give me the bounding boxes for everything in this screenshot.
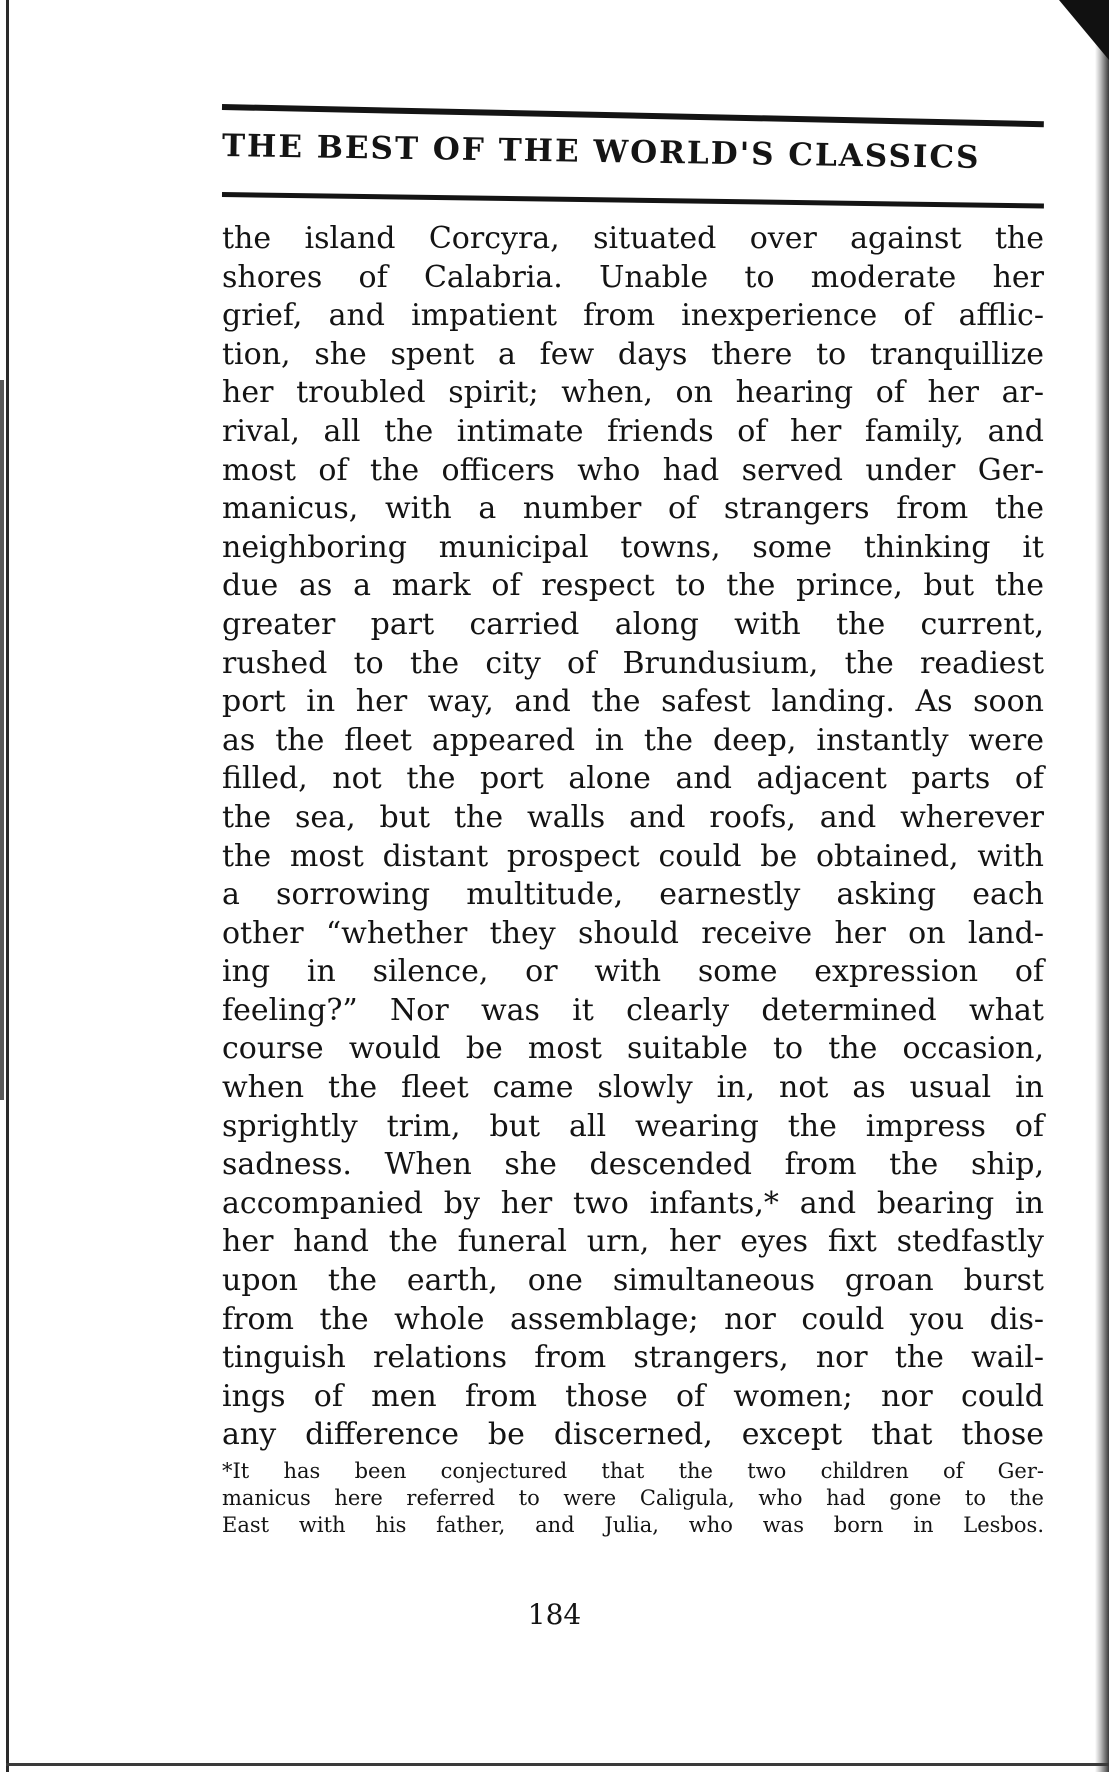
text-line: her hand the funeral urn, her eyes fixt stedfastly bbox=[222, 1224, 1044, 1260]
text-line: sprightly trim, but all wearing the impress of bbox=[222, 1108, 1044, 1144]
header-rule-top bbox=[222, 104, 1044, 127]
text-line: her troubled spirit; when, on hearing of her ar- bbox=[222, 375, 1044, 411]
text-line: ing in silence, or with some expression of bbox=[222, 954, 1044, 990]
text-line: manicus, with a number of strangers from the bbox=[222, 491, 1044, 527]
text-line: due as a mark of respect to the prince, but the bbox=[222, 568, 1044, 604]
text-line: the sea, but the walls and roofs, and wherever bbox=[222, 799, 1044, 835]
text-line: neighboring municipal towns, some thinking it bbox=[222, 529, 1044, 565]
text-line: greater part carried along with the current, bbox=[222, 606, 1044, 642]
text-line: tinguish relations from strangers, nor the wail- bbox=[222, 1340, 1044, 1376]
text-line: other “whether they should receive her on land- bbox=[222, 915, 1044, 951]
text-line: filled, not the port alone and adjacent parts of bbox=[222, 761, 1044, 797]
text-line: grief, and impatient from inexperience of afflic- bbox=[222, 298, 1044, 334]
text-line: feeling?” Nor was it clearly determined what bbox=[222, 992, 1044, 1028]
page-number: 184 bbox=[527, 1598, 582, 1631]
footnote bbox=[222, 1458, 1044, 1539]
text-line: the island Corcyra, situated over against the bbox=[222, 221, 1044, 256]
footnote-line: *It has been conjectured that the two children of Ger- bbox=[222, 1459, 1044, 1483]
page-corner bbox=[1059, 0, 1109, 60]
text-line: course would be most suitable to the occasion, bbox=[222, 1031, 1044, 1067]
running-head: THE BEST OF THE WORLD'S CLASSICS bbox=[221, 128, 981, 176]
header-rule-bottom bbox=[222, 192, 1044, 208]
text-line: accompanied by her two infants,* and bearing in bbox=[222, 1185, 1044, 1221]
text-line: as the fleet appeared in the deep, instantly were bbox=[222, 722, 1044, 758]
text-line: port in her way, and the safest landing. As soon bbox=[222, 684, 1044, 720]
text-line: rival, all the intimate friends of her family, and bbox=[222, 413, 1044, 449]
text-line: tion, she spent a few days there to tranquillize bbox=[222, 336, 1044, 372]
text-line: most of the officers who had served under Ger- bbox=[222, 452, 1044, 488]
text-line: any difference be discerned, except that those bbox=[222, 1417, 1044, 1453]
text-line: the most distant prospect could be obtained, with bbox=[222, 838, 1044, 874]
footnote-line: manicus here referred to were Caligula, who had gone to the bbox=[222, 1486, 1044, 1510]
page-edge-shadow bbox=[0, 380, 4, 1100]
body-text bbox=[222, 220, 1044, 1455]
page-edge-right bbox=[1095, 0, 1109, 1772]
text-line: upon the earth, one simultaneous groan burst bbox=[222, 1263, 1044, 1299]
page-edge-left bbox=[6, 0, 9, 1772]
page-edge-bottom bbox=[6, 1763, 1109, 1766]
text-line: sadness. When she descended from the ship, bbox=[222, 1147, 1044, 1183]
text-line: ings of men from those of women; nor could bbox=[222, 1378, 1044, 1414]
text-line: shores of Calabria. Unable to moderate her bbox=[222, 259, 1044, 295]
text-line: rushed to the city of Brundusium, the readiest bbox=[222, 645, 1044, 681]
text-line: when the fleet came slowly in, not as usual in bbox=[222, 1070, 1044, 1106]
text-line: a sorrowing multitude, earnestly asking each bbox=[222, 877, 1044, 913]
text-line: from the whole assemblage; nor could you dis- bbox=[222, 1301, 1044, 1337]
footnote-line: East with his father, and Julia, who was born in Lesbos. bbox=[222, 1513, 1044, 1537]
